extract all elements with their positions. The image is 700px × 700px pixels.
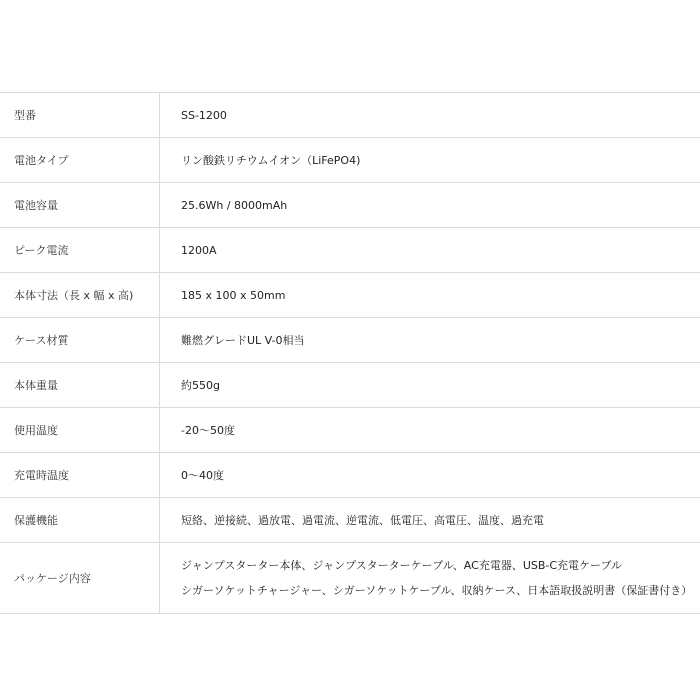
package-contents-line-2: シガーソケットチャージャー、シガーソケットケーブル、収納ケース、日本語取扱説明書（保証書付き） xyxy=(181,584,693,597)
spec-label: 使用温度 xyxy=(0,408,160,452)
spec-label: ケース材質 xyxy=(0,318,160,362)
spec-value xyxy=(160,543,700,613)
spec-value: 短絡、逆接続、過放電、過電流、逆電流、低電圧、高電圧、温度、過充電 xyxy=(181,514,544,527)
spec-row-battery-type xyxy=(0,138,700,183)
spec-value: 25.6Wh / 8000mAh xyxy=(181,198,288,212)
spec-row-operating-temp xyxy=(0,408,700,453)
spec-label: 保護機能 xyxy=(0,498,160,542)
spec-value: 185 x 100 x 50mm xyxy=(181,288,286,302)
spec-label: ピーク電流 xyxy=(0,228,160,272)
spec-row-charging-temp xyxy=(0,453,700,498)
spec-value: 約550g xyxy=(181,379,220,392)
spec-label: 充電時温度 xyxy=(0,453,160,497)
spec-value: 難燃グレードUL V-0相当 xyxy=(181,334,305,347)
spec-row-battery-capacity xyxy=(0,183,700,228)
spec-value: リン酸鉄リチウムイオン（LiFePO4) xyxy=(181,154,361,167)
package-contents-line-1: ジャンプスターター本体、ジャンプスターターケーブル、AC充電器、USB-C充電ケーブル xyxy=(181,559,623,572)
spec-label: 本体重量 xyxy=(0,363,160,407)
spec-row-case-material xyxy=(0,318,700,363)
spec-label: 型番 xyxy=(0,93,160,137)
spec-value: 0～40度 xyxy=(181,469,224,482)
spec-row-protection xyxy=(0,498,700,543)
spec-row-weight xyxy=(0,363,700,408)
spec-table xyxy=(0,92,700,614)
spec-value: 1200A xyxy=(181,243,217,257)
spec-row-package-contents xyxy=(0,543,700,614)
spec-label: パッケージ内容 xyxy=(0,543,160,613)
spec-label: 電池容量 xyxy=(0,183,160,227)
spec-row-dimensions xyxy=(0,273,700,318)
spec-label: 本体寸法（長 x 幅 x 高) xyxy=(0,273,160,317)
spec-value: -20～50度 xyxy=(181,424,235,437)
spec-label: 電池タイプ xyxy=(0,138,160,182)
spec-row-peak-current xyxy=(0,228,700,273)
spec-value: SS-1200 xyxy=(181,108,227,122)
spec-row-model xyxy=(0,93,700,138)
